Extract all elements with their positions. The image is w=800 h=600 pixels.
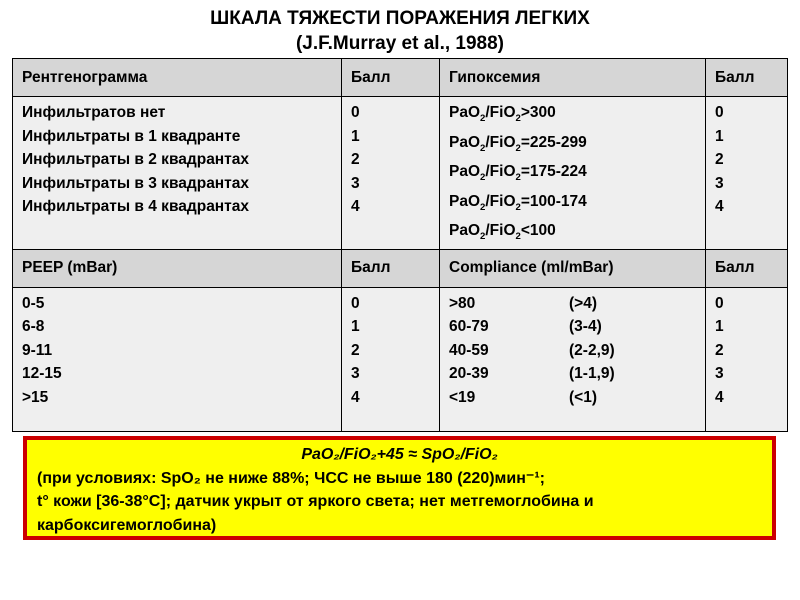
compliance-value: >80 [449, 294, 476, 312]
hypoxemia-value: =175-224 [520, 163, 587, 181]
score-value: 1 [351, 318, 360, 336]
hypoxemia-value: =100-174 [520, 192, 587, 210]
hypoxemia-cell [440, 97, 706, 250]
peep-value: 6-8 [22, 318, 45, 336]
page-subtitle: (J.F.Murray et al., 1988) [295, 33, 505, 54]
compliance-range: (>4) [569, 294, 597, 312]
compliance-value: 20-39 [449, 365, 489, 383]
compliance-range: (1-1,9) [569, 365, 615, 383]
score-cell [342, 97, 440, 250]
compliance-item [449, 315, 696, 339]
peep-value: >15 [22, 388, 49, 406]
xray-item: Инфильтратов нет [22, 104, 166, 121]
score-value: 1 [715, 318, 724, 336]
hypoxemia-item: PaO$_2$/FiO$_2$<100 [449, 222, 556, 243]
score-value: 2 [715, 341, 724, 359]
score-cell [706, 97, 788, 250]
xray-item: Инфильтраты в 3 квадрантах [22, 174, 250, 192]
hypoxemia-item: PaO$_2$/FiO$_2$=175-224 [449, 163, 587, 184]
page-title: ШКАЛА ТЯЖЕСТИ ПОРАЖЕНИЯ ЛЕГКИХ [210, 8, 590, 29]
score-value: 0 [351, 294, 360, 312]
score-value: 2 [715, 151, 724, 168]
peep-value: 0-5 [22, 294, 45, 312]
score-value: 1 [351, 127, 360, 145]
hypoxemia-value: =225-299 [520, 133, 587, 151]
header-compliance: Compliance (ml/mBar) [440, 249, 706, 287]
table-header-row [13, 59, 788, 97]
header-hypoxemia: Гипоксемия [440, 59, 706, 97]
formula-note-box [23, 436, 776, 540]
header-score: Балл [342, 249, 440, 287]
xray-item: Инфильтраты в 1 квадранте [22, 127, 241, 145]
hypoxemia-value: >300 [520, 104, 556, 121]
score-value: 0 [715, 294, 724, 312]
score-value: 3 [715, 365, 724, 383]
header-score: Балл [706, 249, 788, 287]
xray-item: Инфильтраты в 2 квадрантах [22, 151, 250, 168]
score-value: 2 [351, 341, 360, 359]
score-value: 4 [351, 388, 360, 406]
score-value: 1 [715, 127, 724, 145]
hypoxemia-item: PaO$_2$/FiO$_2$=225-299 [449, 133, 587, 154]
formula: PaO₂/FiO₂+45 ≈ SpO₂/FiO₂ [301, 446, 498, 463]
score-cell [706, 287, 788, 431]
header-xray: Рентгенограмма [13, 59, 342, 97]
compliance-range: (<1) [569, 388, 597, 406]
score-cell [342, 287, 440, 431]
score-value: 0 [351, 104, 360, 121]
hypoxemia-item: PaO$_2$/FiO$_2$>300 [449, 104, 556, 125]
note-line: t° кожи [36-38°C]; датчик укрыт от яркого света; нет метгемоглобина и карбоксигемоглобина) [37, 493, 594, 534]
compliance-item [449, 362, 696, 386]
xray-item: Инфильтраты в 4 квадрантах [22, 198, 250, 215]
compliance-range: (2-2,9) [569, 341, 615, 359]
score-value: 4 [715, 388, 724, 406]
compliance-range: (3-4) [569, 318, 602, 336]
score-value: 4 [351, 198, 360, 215]
table-row [13, 287, 788, 431]
header-score: Балл [342, 59, 440, 97]
table-row [13, 97, 788, 250]
compliance-item [449, 292, 696, 316]
note-line: (при условиях: SpO₂ не ниже 88%; ЧСС не выше 180 (220)мин⁻¹; [37, 469, 545, 487]
hypoxemia-item: PaO$_2$/FiO$_2$=100-174 [449, 192, 587, 213]
header-peep: PEEP (mBar) [13, 249, 342, 287]
compliance-value: <19 [449, 388, 476, 406]
score-value: 0 [715, 104, 724, 121]
severity-table [12, 58, 788, 432]
compliance-item [449, 339, 696, 363]
compliance-cell [440, 287, 706, 431]
score-value: 3 [351, 174, 360, 192]
compliance-value: 40-59 [449, 341, 489, 359]
compliance-value: 60-79 [449, 318, 489, 336]
peep-value: 9-11 [22, 341, 53, 359]
score-value: 3 [351, 365, 360, 383]
compliance-item [449, 386, 696, 410]
score-value: 2 [351, 151, 360, 168]
peep-value: 12-15 [22, 365, 62, 383]
score-value: 4 [715, 198, 724, 215]
table-header-row [13, 249, 788, 287]
peep-cell [13, 287, 342, 431]
header-score: Балл [706, 59, 788, 97]
xray-cell [13, 97, 342, 250]
hypoxemia-value: <100 [520, 222, 556, 240]
score-value: 3 [715, 174, 724, 192]
